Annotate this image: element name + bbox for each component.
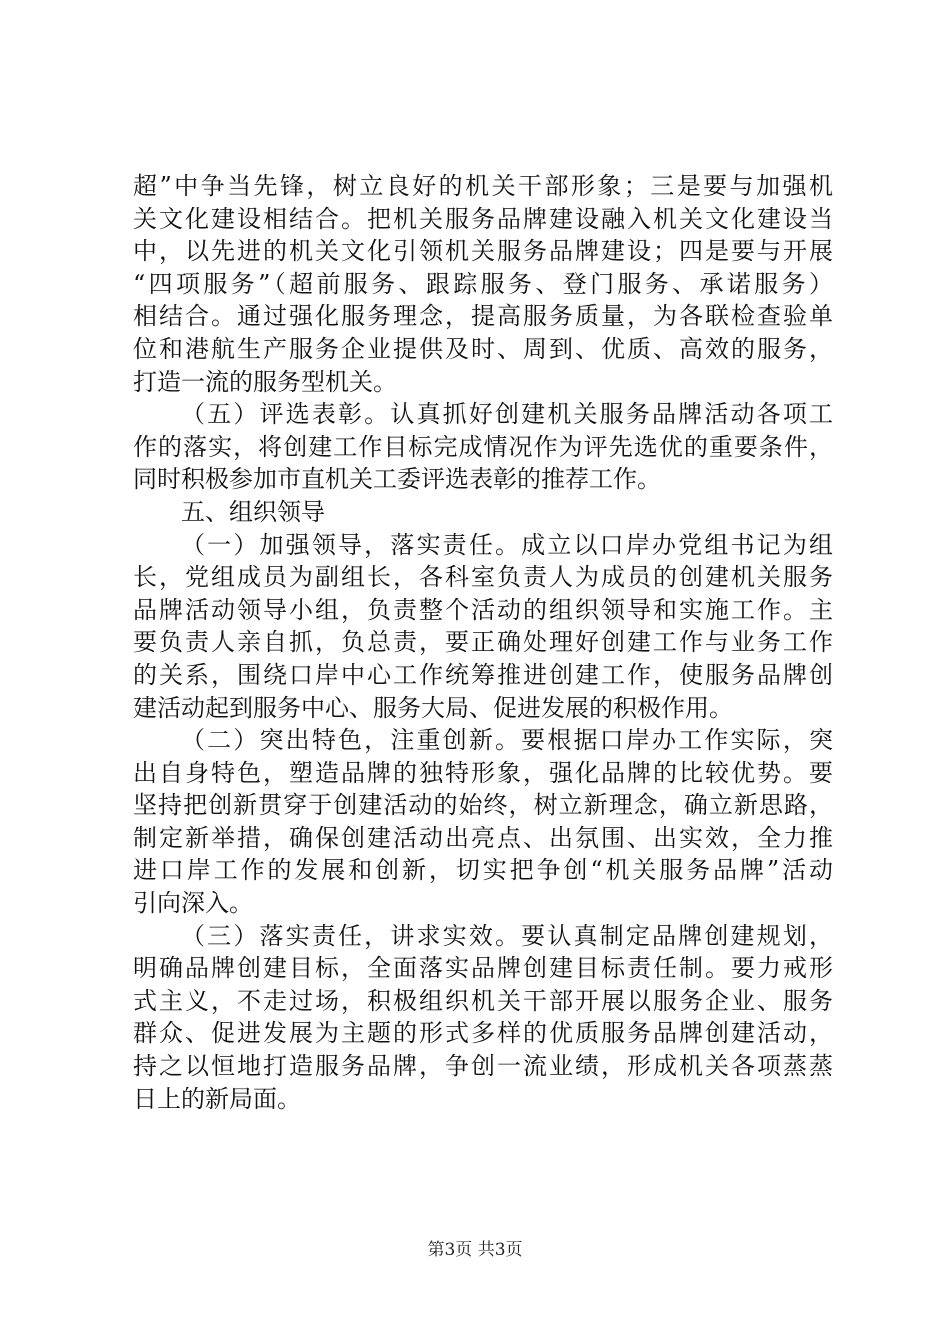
text-line: 打造一流的服务型机关。 <box>133 367 397 396</box>
text-line: 群众、促进发展为主题的形式多样的优质服务品牌创建活动， <box>133 1019 833 1048</box>
text-line: 同时积极参加市直机关工委评选表彰的推荐工作。 <box>133 465 661 494</box>
body-text <box>133 170 833 1115</box>
text-line: 进口岸工作的发展和创新，切实把争创“机关服务品牌”活动 <box>133 856 833 885</box>
text-line: （五）评选表彰。认真抓好创建机关服务品牌活动各项工 <box>181 400 833 429</box>
text-line: 超”中争当先锋，树立良好的机关干部形象；三是要与加强机 <box>133 172 833 200</box>
section-heading: 五、组织领导 <box>181 497 325 526</box>
text-line: 关文化建设相结合。把机关服务品牌建设融入机关文化建设当 <box>133 204 833 233</box>
text-line: 位和港航生产服务企业提供及时、周到、优质、高效的服务， <box>133 334 833 363</box>
text-line: 的关系，围绕口岸中心工作统筹推进创建工作，使服务品牌创 <box>133 660 833 689</box>
text-line: 出自身特色，塑造品牌的独特形象，强化品牌的比较优势。要 <box>133 758 833 787</box>
text-line: 品牌活动领导小组，负责整个活动的组织领导和实施工作。主 <box>133 595 833 624</box>
page-footer: 第3页 共3页 <box>427 1240 523 1260</box>
text-line: （二）突出特色，注重创新。要根据口岸办工作实际，突 <box>181 726 833 755</box>
text-line: 明确品牌创建目标，全面落实品牌创建目标责任制。要力戒形 <box>133 954 833 983</box>
text-line: 长，党组成员为副组长，各科室负责人为成员的创建机关服务 <box>133 563 833 592</box>
text-line: 引向深入。 <box>133 889 253 918</box>
text-line: 建活动起到服务中心、服务大局、促进发展的积极作用。 <box>133 693 733 722</box>
text-line: 相结合。通过强化服务理念，提高服务质量，为各联检查验单 <box>133 302 833 331</box>
text-line: （一）加强领导，落实责任。成立以口岸办党组书记为组 <box>181 530 833 559</box>
text-line: 作的落实，将创建工作目标完成情况作为评先选优的重要条件， <box>133 432 833 461</box>
text-line: 中，以先进的机关文化引领机关服务品牌建设；四是要与开展 <box>133 237 833 266</box>
text-line: （三）落实责任，讲求实效。要认真制定品牌创建规划， <box>181 921 833 950</box>
text-line: 要负责人亲自抓，负总责，要正确处理好创建工作与业务工作 <box>133 628 833 657</box>
text-line: 制定新举措，确保创建活动出亮点、出氛围、出实效，全力推 <box>133 823 833 852</box>
text-line: 持之以恒地打造服务品牌，争创一流业绩，形成机关各项蒸蒸 <box>133 1052 833 1081</box>
text-line: 坚持把创新贯穿于创建活动的始终，树立新理念，确立新思路， <box>133 791 833 820</box>
text-line: “四项服务”（超前服务、跟踪服务、登门服务、承诺服务） <box>133 269 833 298</box>
text-line: 式主义，不走过场，积极组织机关干部开展以服务企业、服务 <box>133 986 833 1015</box>
text-line: 日上的新局面。 <box>133 1084 301 1113</box>
